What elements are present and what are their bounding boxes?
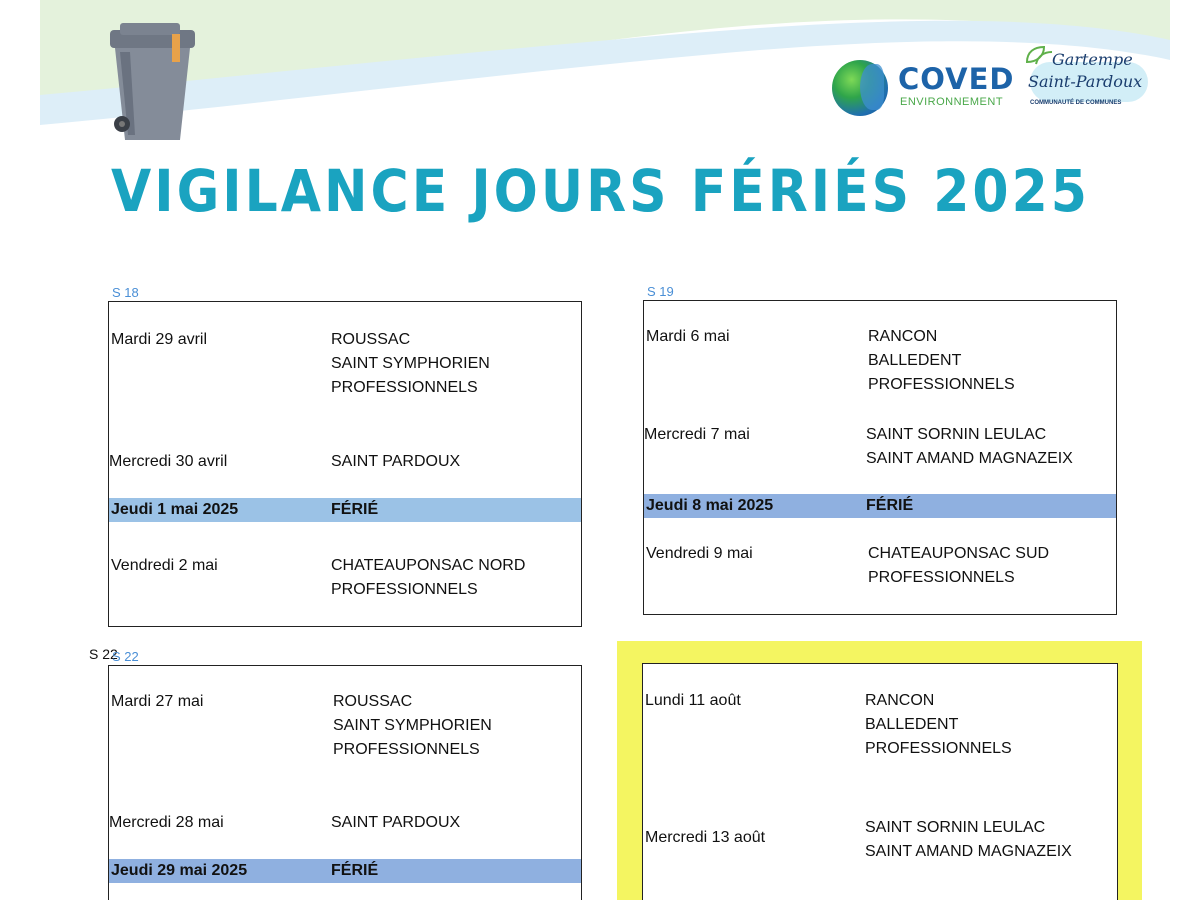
row-place: PROFESSIONNELS (333, 741, 480, 758)
logo-text-gartempe: Gartempe (1052, 50, 1133, 69)
row-place: CHATEAUPONSAC SUD (868, 545, 1050, 562)
row-place: CHATEAUPONSAC NORD (331, 557, 526, 574)
schedule-row-ferie (109, 498, 581, 522)
row-place: RANCON (865, 692, 935, 709)
logo-text-communaute: COMMUNAUTÉ DE COMMUNES (1030, 100, 1122, 106)
coved-logo-subtitle: ENVIRONNEMENT (900, 96, 1004, 108)
coved-logo-name: COVED (898, 62, 1015, 96)
row-place-ferie: FÉRIÉ (331, 862, 379, 879)
row-place: ROUSSAC (331, 331, 411, 348)
row-place: PROFESSIONNELS (868, 569, 1015, 586)
week-label-s22-black: S 22 (89, 646, 118, 662)
row-day: Lundi 11 août (645, 692, 741, 709)
row-place: PROFESSIONNELS (331, 379, 478, 396)
row-day: Mercredi 7 mai (644, 426, 750, 443)
row-place: BALLEDENT (868, 352, 962, 369)
row-day: Mercredi 30 avril (109, 453, 228, 470)
week-label-s18: S 18 (112, 285, 139, 300)
schedule-row-ferie (644, 494, 1116, 518)
row-place: PROFESSIONNELS (865, 740, 1012, 757)
row-place-ferie: FÉRIÉ (866, 497, 914, 514)
row-day: Jeudi 8 mai 2025 (646, 497, 774, 514)
row-place: SAINT SORNIN LEULAC (866, 426, 1047, 443)
row-place-ferie: FÉRIÉ (331, 501, 379, 518)
row-place: BALLEDENT (865, 716, 959, 733)
week-label-s19: S 19 (647, 284, 674, 299)
row-place: PROFESSIONNELS (868, 376, 1015, 393)
logo-text-saint-pardoux: Saint-Pardoux (1028, 72, 1143, 91)
row-place: SAINT AMAND MAGNAZEIX (866, 450, 1073, 467)
schedule-box-s22 (108, 665, 582, 900)
schedule-box-s19 (643, 300, 1117, 615)
leaf-icon (1024, 44, 1054, 66)
row-place: RANCON (868, 328, 938, 345)
gartempe-saint-pardoux-logo (1022, 44, 1152, 114)
row-place: SAINT AMAND MAGNAZEIX (865, 843, 1072, 860)
row-place: PROFESSIONNELS (331, 581, 478, 598)
row-day: Mercredi 28 mai (109, 814, 224, 831)
row-place: SAINT SORNIN LEULAC (865, 819, 1046, 836)
page-title: VIGILANCE JOURS FÉRIÉS 2025 (111, 158, 1090, 226)
row-day: Jeudi 1 mai 2025 (111, 501, 239, 518)
row-day: Vendredi 2 mai (111, 557, 218, 574)
row-place: SAINT SYMPHORIEN (331, 355, 490, 372)
schedule-row-ferie (109, 859, 581, 883)
schedule-box-august (642, 663, 1118, 900)
coved-logo (832, 58, 1015, 114)
row-day: Mardi 29 avril (111, 331, 208, 348)
row-place: ROUSSAC (333, 693, 413, 710)
row-day: Jeudi 29 mai 2025 (111, 862, 248, 879)
coved-face-icon (860, 64, 884, 110)
row-day: Mardi 27 mai (111, 693, 204, 710)
row-place: SAINT SYMPHORIEN (333, 717, 492, 734)
week-label-s22: S 22 (112, 649, 139, 664)
row-place: SAINT PARDOUX (331, 453, 461, 470)
row-place: SAINT PARDOUX (331, 814, 461, 831)
schedule-box-s18 (108, 301, 582, 627)
row-day: Vendredi 9 mai (646, 545, 753, 562)
row-day: Mardi 6 mai (646, 328, 730, 345)
row-day: Mercredi 13 août (645, 829, 766, 846)
wheelie-bin-image (100, 20, 200, 150)
